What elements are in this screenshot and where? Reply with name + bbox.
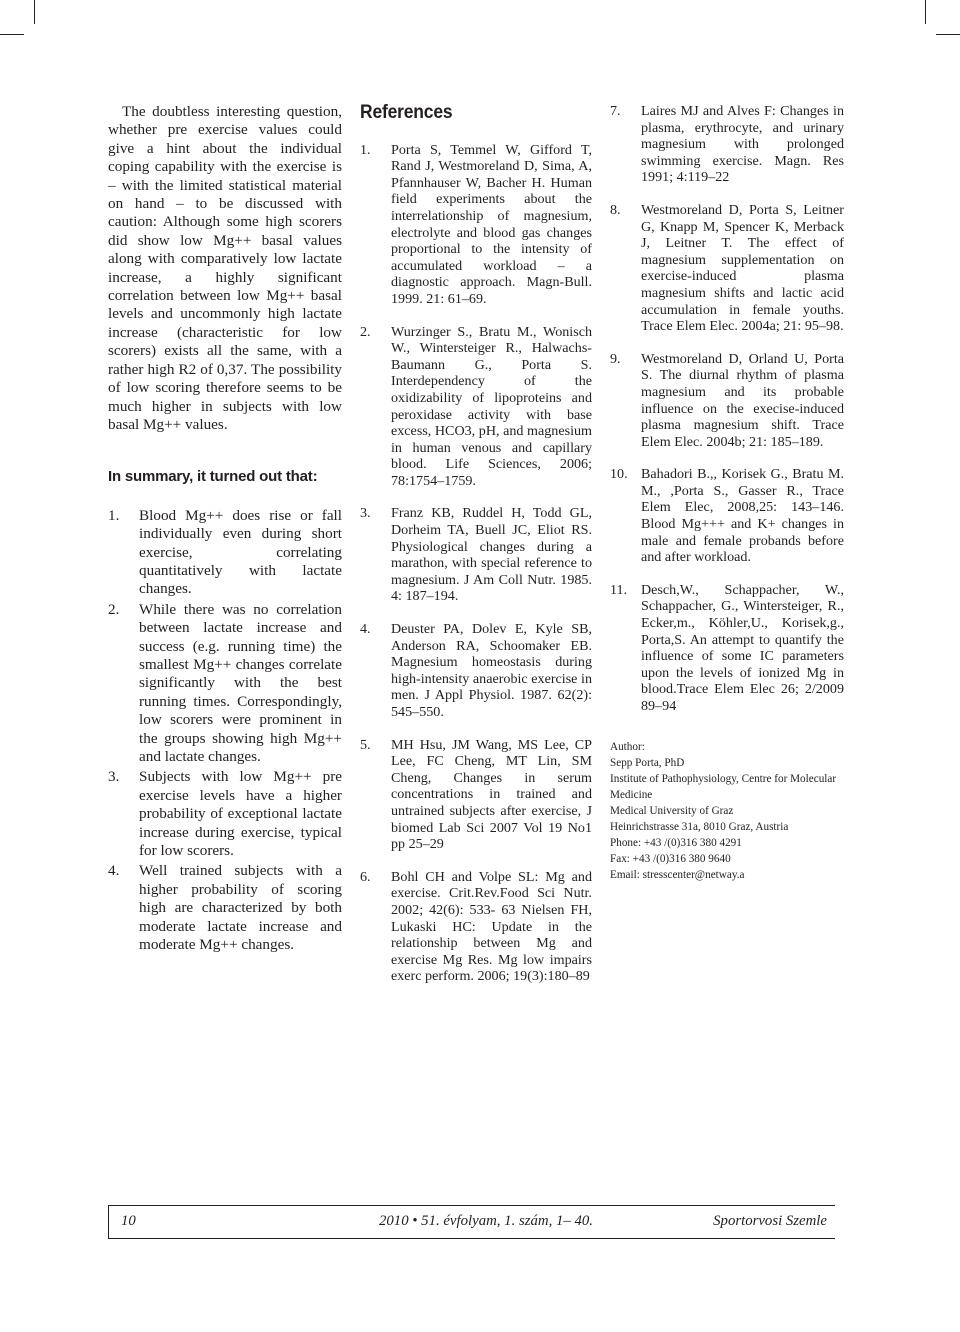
summary-item-number: 2. [108, 600, 120, 618]
reference-item [360, 142, 592, 308]
reference-item [610, 202, 844, 335]
summary-item-number: 4. [108, 862, 120, 880]
author-phone: Phone: +43 /(0)316 380 4291 [610, 836, 742, 849]
reference-text: Porta S, Temmel W, Gifford T, Rand J, Westmoreland D, Sima, A, Pfannhauser W, Bacher H. Human field experiments about the interrelationship of magnesium, electrolyte and blood gas changes proportional to the intensity of accumulated workload – a diagnostic approach. Magn-Bull. 1999. 21: 61–69. [391, 141, 592, 307]
reference-item [360, 737, 592, 853]
reference-number: 8. [610, 201, 621, 218]
reference-number: 11. [610, 581, 628, 598]
summary-item-text: Subjects with low Mg++ pre exercise levels have a higher probability of exceptional lactate increase during exercise, typical for low scorers. [139, 768, 342, 860]
reference-list-continued [610, 103, 844, 715]
page-footer [108, 1205, 835, 1239]
summary-item [108, 768, 342, 860]
reference-number: 1. [360, 141, 371, 158]
reference-item [610, 351, 844, 451]
reference-number: 5. [360, 736, 371, 753]
reference-text: Deuster PA, Dolev E, Kyle SB, Anderson RA, Schoomaker EB. Magnesium homeostasis during high-intensity anaerobic exercise in men. J Appl Physiol. 1987. 62(2): 545–550. [391, 621, 592, 720]
page-number: 10 [121, 1213, 136, 1229]
crop-mark-top-right-vertical [925, 0, 926, 24]
reference-text: MH Hsu, JM Wang, MS Lee, CP Lee, FC Cheng, MT Lin, SM Cheng, Changes in serum concentrations in trained and untrained subjects after exercise, J biomed Lab Sci 2007 Vol 19 No1 pp 25–29 [391, 736, 592, 853]
summary-item-number: 1. [108, 506, 120, 524]
author-block [610, 739, 844, 883]
left-column [108, 103, 342, 956]
reference-item [360, 324, 592, 490]
author-email: Email: stresscenter@netway.a [610, 868, 745, 881]
reference-number: 6. [360, 868, 371, 885]
crop-mark-top-left-vertical [34, 0, 35, 24]
references-heading: References [360, 102, 453, 123]
reference-item [360, 505, 592, 605]
summary-item [108, 862, 342, 954]
summary-item-text: Well trained subjects with a higher probability of scoring high are characterized by both moderate lactate increase and moderate Mg++ changes. [139, 862, 342, 954]
right-column [610, 103, 844, 883]
reference-number: 3. [360, 505, 371, 522]
issue-info: 2010 • 51. évfolyam, 1. szám, 1– 40. [379, 1213, 593, 1229]
summary-item-number: 3. [108, 768, 120, 786]
summary-list [108, 507, 342, 955]
reference-number: 2. [360, 323, 371, 340]
author-address: Heinrichstrasse 31a, 8010 Graz, Austria [610, 820, 789, 833]
reference-item [610, 466, 844, 566]
reference-item [360, 869, 592, 985]
reference-text: Bahadori B.,, Korisek G., Bratu M. M., ,Porta S., Gasser R., Trace Elem Elec, 2008,25: 143–146. Blood Mg+++ and K+ changes in male and female probands before and after workload. [641, 466, 844, 566]
crop-mark-top-left [0, 34, 24, 35]
author-fax: Fax: +43 /(0)316 380 9640 [610, 852, 731, 865]
reference-item [360, 621, 592, 721]
reference-text: Desch,W., Schappacher, W., Schappacher, G., Wintersteiger, R., Ecker,m., Köhler,U., Korisek,g., Porta,S. An attempt to quantify the influence of some IC parameters upon the levels of ionized Mg in blood.Trace Elem Elec 26; 2/2009 89–94 [641, 581, 844, 714]
reference-number: 4. [360, 621, 371, 638]
reference-text: Westmoreland D, Orland U, Porta S. The diurnal rhythm of plasma magnesium and its probable influence on the execise-induced plasma magnesium shift. Trace Elem Elec. 2004b; 21: 185–189. [641, 350, 844, 450]
summary-item [108, 601, 342, 767]
reference-number: 9. [610, 350, 621, 367]
reference-text: Bohl CH and Volpe SL: Mg and exercise. Crit.Rev.Food Sci Nutr. 2002; 42(6): 533- 63 Nielsen FH, Lukaski HC: Update in the relationship between Mg and exercise Mg Res. Mg low impairs exerc perform. 2006; 19(3):180–89 [391, 868, 592, 985]
reference-item [610, 582, 844, 715]
reference-text: Westmoreland D, Porta S, Leitner G, Knapp M, Spencer K, Merback J, Leitner T. The effect of magnesium supplementation on exercise-induced plasma magnesium shifts and lactic acid accumulation in female youths. Trace Elem Elec. 2004a; 21: 95–98. [641, 201, 844, 335]
intro-paragraph: The doubtless interesting question, whether pre exercise values could give a hint about the individual coping capability with the exercise is – with the limited statistical material on hand – to be discussed with caution: Although some high scorers did show low Mg++ basal values along with comparatively low lactate increase, a highly significant correlation between low Mg++ basal levels and uncommonly high lactate increase (characteristic for low scorers) exists all the same, with a rather high R2 of 0,37. The possibility of low scoring therefore seems to be much higher in subjects with low basal Mg++ values. [108, 103, 342, 433]
summary-item [108, 507, 342, 599]
reference-item [610, 103, 844, 186]
journal-name: Sportorvosi Szemle [713, 1213, 827, 1229]
summary-item-text: Blood Mg++ does rise or fall individually even during short exercise, correlating quantitatively with lactate changes. [139, 506, 342, 598]
reference-number: 7. [610, 103, 621, 119]
reference-list [360, 142, 592, 985]
reference-text: Franz KB, Ruddel H, Todd GL, Dorheim TA, Buell JC, Eliot RS. Physiological changes during a marathon, with special reference to magnesium. J Am Coll Nutr. 1985. 4: 187–194. [391, 505, 592, 605]
crop-mark-top-right [936, 34, 960, 35]
author-name: Sepp Porta, PhD [610, 756, 685, 769]
summary-heading: In summary, it turned out that: [108, 468, 318, 486]
reference-text: Laires MJ and Alves F: Changes in plasma, erythrocyte, and urinary magnesium with prolonged swimming exercise. Magn. Res 1991; 4:119–22 [641, 103, 844, 186]
middle-column [360, 103, 592, 1001]
author-institute: Institute of Pathophysiology, Centre for Molecular Medicine [610, 772, 837, 801]
summary-item-text: While there was no correlation between lactate increase and success (e.g. running time) the smallest Mg++ changes correlate significantly with the best running times. Correspondingly, low scorers were prominent in the groups showing high Mg++ and lactate changes. [139, 600, 342, 765]
author-university: Medical University of Graz [610, 804, 734, 817]
author-label: Author: [610, 740, 645, 753]
reference-number: 10. [610, 466, 628, 483]
reference-text: Wurzinger S., Bratu M., Wonisch W., Wintersteiger R., Halwachs-Baumann G., Porta S. Interdependency of the oxidizability of lipoproteins and peroxidase activity with base excess, HCO3, pH, and magnesium in human venous and capillary blood. Life Sciences, 2006; 78:1754–1759. [391, 323, 592, 489]
